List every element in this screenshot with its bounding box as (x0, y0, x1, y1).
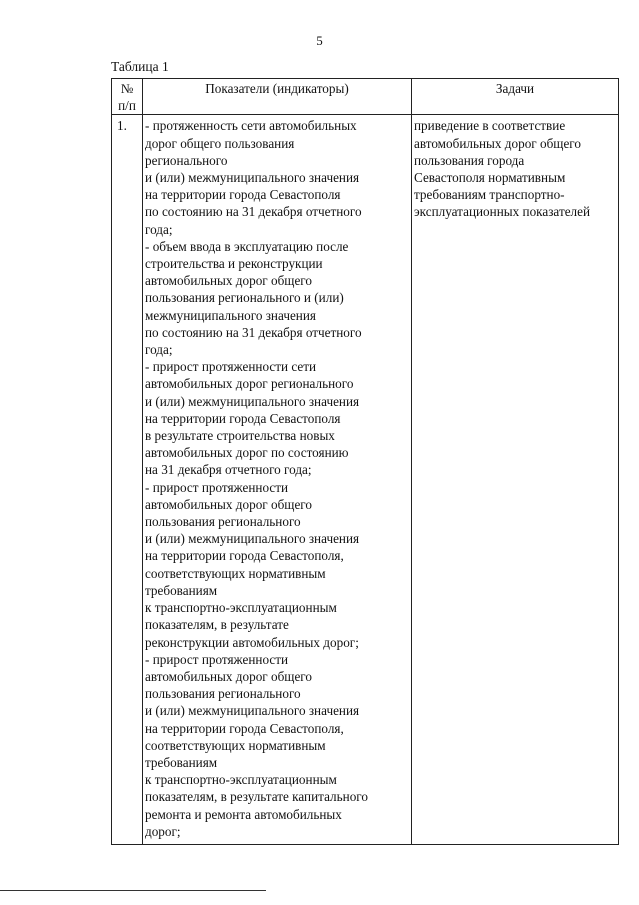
indicator-line: по состоянию на 31 декабря отчетного (145, 204, 362, 220)
indicator-line: и (или) межмуниципального значения (145, 393, 360, 409)
indicator-line: - объем ввода в эксплуатацию после (145, 238, 349, 254)
indicator-line: на территории города Севастополя (145, 187, 341, 203)
indicators-table (111, 78, 619, 845)
indicator-line: к транспортно-эксплуатационным (145, 772, 337, 788)
indicator-line: - прирост протяженности (145, 479, 289, 495)
indicator-line: года; (145, 221, 173, 237)
indicators-cell (143, 115, 412, 845)
header-num-line: п/п (118, 98, 136, 114)
indicator-line: года; (145, 342, 173, 358)
indicator-line: дорог общего пользования (145, 135, 295, 151)
indicator-line: межмуниципального значения (145, 307, 316, 323)
indicator-line: на территории города Севастополя (145, 410, 341, 426)
indicator-line: пользования регионального (145, 514, 301, 530)
indicator-line: к транспортно-эксплуатационным (145, 600, 337, 616)
indicator-line: на территории города Севастополя, (145, 548, 344, 564)
indicator-line: ремонта и ремонта автомобильных (145, 806, 342, 822)
table-header-row (112, 79, 619, 115)
task-line: автомобильных дорог общего (414, 135, 581, 151)
indicator-line: регионального (145, 152, 228, 168)
indicator-line: показателям, в результате капитального (145, 789, 368, 805)
footnote-divider (0, 890, 266, 891)
indicator-line: по состоянию на 31 декабря отчетного (145, 324, 362, 340)
header-indicators: Показатели (индикаторы) (143, 79, 412, 115)
indicator-line: и (или) межмуниципального значения (145, 703, 360, 719)
indicator-line: строительства и реконструкции (145, 256, 323, 272)
indicator-line: автомобильных дорог общего (145, 668, 312, 684)
indicator-line: пользования регионального (145, 686, 301, 702)
table-row (112, 115, 619, 845)
page-number: 5 (316, 33, 323, 48)
indicator-line: - прирост протяженности (145, 651, 289, 667)
indicator-line: - прирост протяженности сети (145, 359, 317, 375)
indicator-line: автомобильных дорог общего (145, 496, 312, 512)
indicator-line: и (или) межмуниципального значения (145, 170, 360, 186)
indicator-line: требованиям (145, 754, 218, 770)
indicator-line: автомобильных дорог регионального (145, 376, 354, 392)
header-tasks: Задачи (412, 79, 619, 115)
indicator-line: реконструкции автомобильных дорог; (145, 634, 359, 650)
row-number: 1. (112, 115, 143, 845)
indicator-line: - протяженность сети автомобильных (145, 118, 357, 134)
indicator-line: показателям, в результате (145, 617, 289, 633)
indicator-line: в результате строительства новых (145, 428, 335, 444)
task-line: требованиям транспортно- (414, 187, 565, 203)
task-line: пользования города (414, 152, 525, 168)
indicator-line: соответствующих нормативным (145, 737, 326, 753)
header-num-line: № (120, 81, 134, 96)
indicator-line: автомобильных дорог по состоянию (145, 445, 349, 461)
indicator-line: дорог; (145, 823, 181, 839)
header-num (112, 79, 143, 115)
indicator-line: и (или) межмуниципального значения (145, 531, 360, 547)
task-line: эксплуатационных показателей (414, 204, 591, 220)
table-caption: Таблица 1 (111, 59, 169, 74)
tasks-cell (412, 115, 619, 845)
indicator-line: требованиям (145, 582, 218, 598)
indicator-line: пользования регионального и (или) (145, 290, 344, 306)
indicator-line: на территории города Севастополя, (145, 720, 344, 736)
task-line: приведение в соответствие (414, 118, 566, 134)
indicator-line: на 31 декабря отчетного года; (145, 462, 312, 478)
indicator-line: автомобильных дорог общего (145, 273, 312, 289)
task-line: Севастополя нормативным (414, 170, 566, 186)
indicator-line: соответствующих нормативным (145, 565, 326, 581)
